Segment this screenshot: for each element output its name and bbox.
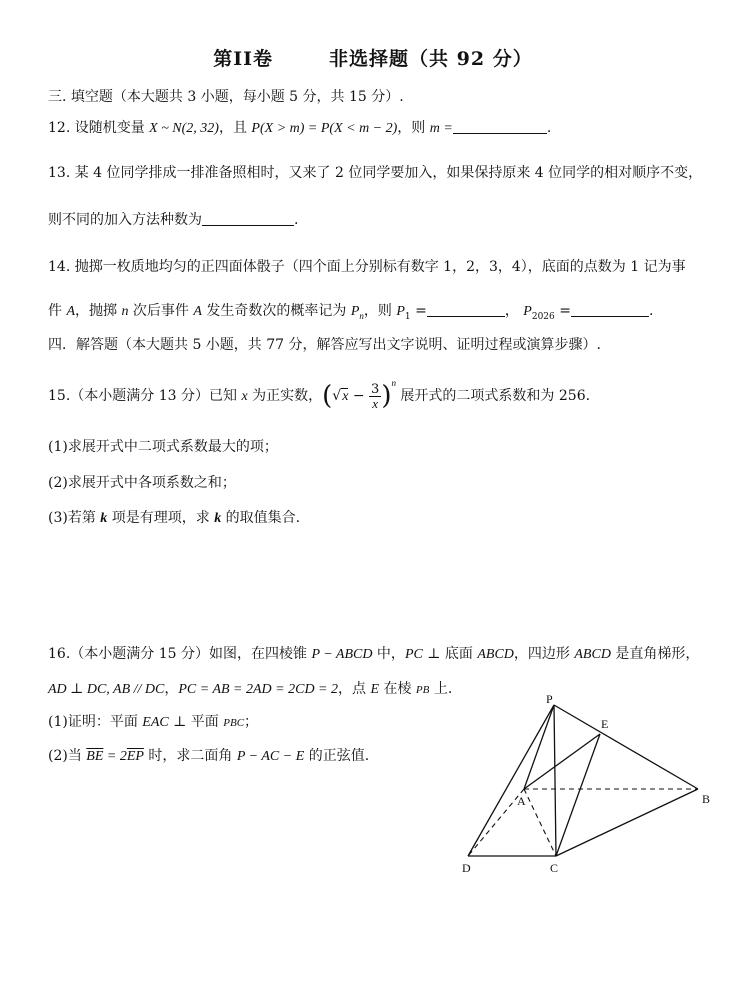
q16-text-2b: ， xyxy=(164,681,179,697)
question-14-line2 xyxy=(48,300,653,322)
label-c: C xyxy=(550,861,559,875)
q14-var-p: P xyxy=(350,304,360,319)
label-d: D xyxy=(462,861,471,875)
q14-sub-1: 1 xyxy=(404,311,411,322)
question-13-line2 xyxy=(48,209,298,229)
q16-pc: PC xyxy=(404,647,423,662)
q15-sub3 xyxy=(48,507,300,527)
q15-sub3-c: 的取值集合. xyxy=(221,510,301,526)
q16-abcd: ABCD xyxy=(477,647,514,662)
q16-lengths: PC = AB = 2AD = 2CD = 2 xyxy=(178,682,338,697)
edge-pd xyxy=(468,705,554,856)
q15-right-paren: ) xyxy=(381,381,392,411)
q16-sub1 xyxy=(48,711,258,731)
q16-sub2-c: 时，求二面角 xyxy=(143,748,237,764)
edge-ad-hidden xyxy=(468,789,524,856)
q15-sub2: (2)求展开式中各项系数之和； xyxy=(48,475,236,491)
q16-pyramid: P − ABCD xyxy=(311,647,373,662)
q14-eq1: = xyxy=(410,303,427,319)
q15-frac-den: x xyxy=(372,395,379,411)
q15-sqrt-x: x xyxy=(342,389,349,404)
q16-text-b: 中， xyxy=(372,646,405,662)
q14-text-a: 件 xyxy=(48,303,67,319)
section4-heading: 四．解答题（本大题共 5 小题，共 77 分，解答应写出文字说明、证明过程或演算步骤）. xyxy=(48,337,601,353)
q15-var-k: k xyxy=(100,511,108,526)
q14-var-p1: P xyxy=(396,304,405,319)
q16-text-2e: 在棱 xyxy=(379,681,416,697)
q12-mid: ，且 xyxy=(218,120,252,136)
sqrt-icon: √ xyxy=(332,388,342,404)
question-16-line2 xyxy=(48,678,452,698)
edge-pc xyxy=(554,705,556,856)
q15-fraction xyxy=(369,383,381,410)
q14-text-d: 发生奇数次的概率记为 xyxy=(201,303,351,319)
q15-text-a: 15.（本小题满分 13 分）已知 xyxy=(48,388,242,404)
q15-frac-num: 3 xyxy=(371,381,380,397)
q14-var-a2: A xyxy=(193,304,202,319)
q12-distribution: X ~ N(2, 32) xyxy=(149,121,219,136)
q16-text-e: 是直角梯形， xyxy=(610,646,700,662)
title-section: 非选择题（共 92 分） xyxy=(329,48,533,70)
question-13-line1: 13. 某 4 位同学排成一排准备照相时，又来了 2 位同学要加入，如果保持原来 4 位同学的相对顺序不变， xyxy=(48,165,703,181)
label-e: E xyxy=(601,717,609,731)
q16-sub2-b: = 2 xyxy=(103,749,127,764)
q14-var-n: n xyxy=(121,304,129,319)
q12-prefix: 12. 设随机变量 xyxy=(48,120,150,136)
q15-left-paren: ( xyxy=(322,381,333,411)
q13-text: 则不同的加入方法种数为 xyxy=(48,212,202,228)
q14-text-c: 次后事件 xyxy=(128,303,194,319)
q13-answer-blank[interactable] xyxy=(202,211,294,226)
q14-answer-blank-1[interactable] xyxy=(427,302,505,317)
q16-sub2-d: 的正弦值. xyxy=(304,748,370,764)
q14-answer-blank-2[interactable] xyxy=(571,302,649,317)
q15-text-c: 展开式的二项式系数和为 256. xyxy=(395,388,591,404)
q16-text-d: ，四边形 xyxy=(513,646,575,662)
section3-heading: 三. 填空题（本大题共 3 小题，每小题 5 分，共 15 分）. xyxy=(48,89,404,105)
q14-sub-n: n xyxy=(359,310,364,321)
q15-sub3-a: (3)若第 xyxy=(48,510,101,526)
q14-var-a: A xyxy=(66,304,76,319)
question-15 xyxy=(48,378,590,411)
q12-mid2: ，则 xyxy=(397,120,430,136)
label-b: B xyxy=(702,792,711,806)
q16-eac: EAC xyxy=(142,715,169,730)
q16-vector-be: $\overline{BE}$ xyxy=(86,749,104,764)
q15-text-b: 为正实数， xyxy=(247,388,323,404)
question-16-line1 xyxy=(48,643,699,663)
q15-sub3-b: 项是有理项，求 xyxy=(107,510,215,526)
q15-var-x: x xyxy=(241,389,248,404)
q13-end: . xyxy=(294,212,299,228)
label-a: A xyxy=(517,794,526,808)
title-volume: 第II卷 xyxy=(213,48,274,70)
q14-sub-2026: 2026 xyxy=(531,311,555,322)
q16-var-e: E xyxy=(370,682,380,697)
q16-text-c: ⊥ 底面 xyxy=(422,646,478,662)
q16-text-2d: ，点 xyxy=(338,681,371,697)
edge-cb xyxy=(556,789,698,856)
q15-sub1: (1)求展开式中二项式系数最大的项； xyxy=(48,439,278,455)
label-p: P xyxy=(546,692,553,706)
q15-minus: − xyxy=(348,388,370,404)
q16-sub2 xyxy=(48,745,369,765)
edge-pb xyxy=(554,705,698,789)
question-14-line1: 14. 抛掷一枚质地均匀的正四面体骰子（四个面上分别标有数字 1，2，3，4），底面的点数为 1 记为事 xyxy=(48,259,686,275)
q12-end: . xyxy=(546,120,552,136)
q14-text-b: ，抛掷 xyxy=(75,303,122,319)
page-title xyxy=(0,44,746,71)
q12-answer-label: m = xyxy=(429,121,453,136)
q16-sub2-a: (2)当 xyxy=(48,748,87,764)
segment-ac-hidden xyxy=(524,789,556,856)
q16-pb: PB xyxy=(415,684,430,696)
q14-sep: ， xyxy=(504,303,524,319)
q15-var-k2: k xyxy=(214,511,222,526)
question-12 xyxy=(48,117,551,137)
q16-text-a: 16.（本小题满分 15 分）如图，在四棱锥 xyxy=(48,646,312,662)
q12-answer-blank[interactable] xyxy=(453,119,547,134)
segment-ae xyxy=(524,734,600,789)
q16-sub1-b: ⊥ 平面 xyxy=(168,714,224,730)
edge-pa xyxy=(524,705,554,789)
q16-sub1-c: ； xyxy=(244,714,259,730)
q14-end: . xyxy=(648,303,654,319)
q16-text-2f: 上. xyxy=(429,681,453,697)
q14-eq2: = xyxy=(554,303,571,319)
q16-vector-ep: $\overline{EP}$ xyxy=(126,749,144,764)
q14-text-e: ，则 xyxy=(363,303,397,319)
q12-condition: P(X > m) = P(X < m − 2) xyxy=(251,121,398,136)
q16-sub1-a: (1)证明：平面 xyxy=(48,714,143,730)
q15-exponent: n xyxy=(391,378,396,388)
q16-perp: AD ⊥ DC, AB // DC xyxy=(48,682,165,697)
q16-dihedral: P − AC − E xyxy=(236,749,305,764)
q14-var-p2026: P xyxy=(523,304,532,319)
q16-pbc: PBC xyxy=(223,717,245,729)
q16-abcd2: ABCD xyxy=(574,647,611,662)
pyramid-figure xyxy=(440,690,740,900)
